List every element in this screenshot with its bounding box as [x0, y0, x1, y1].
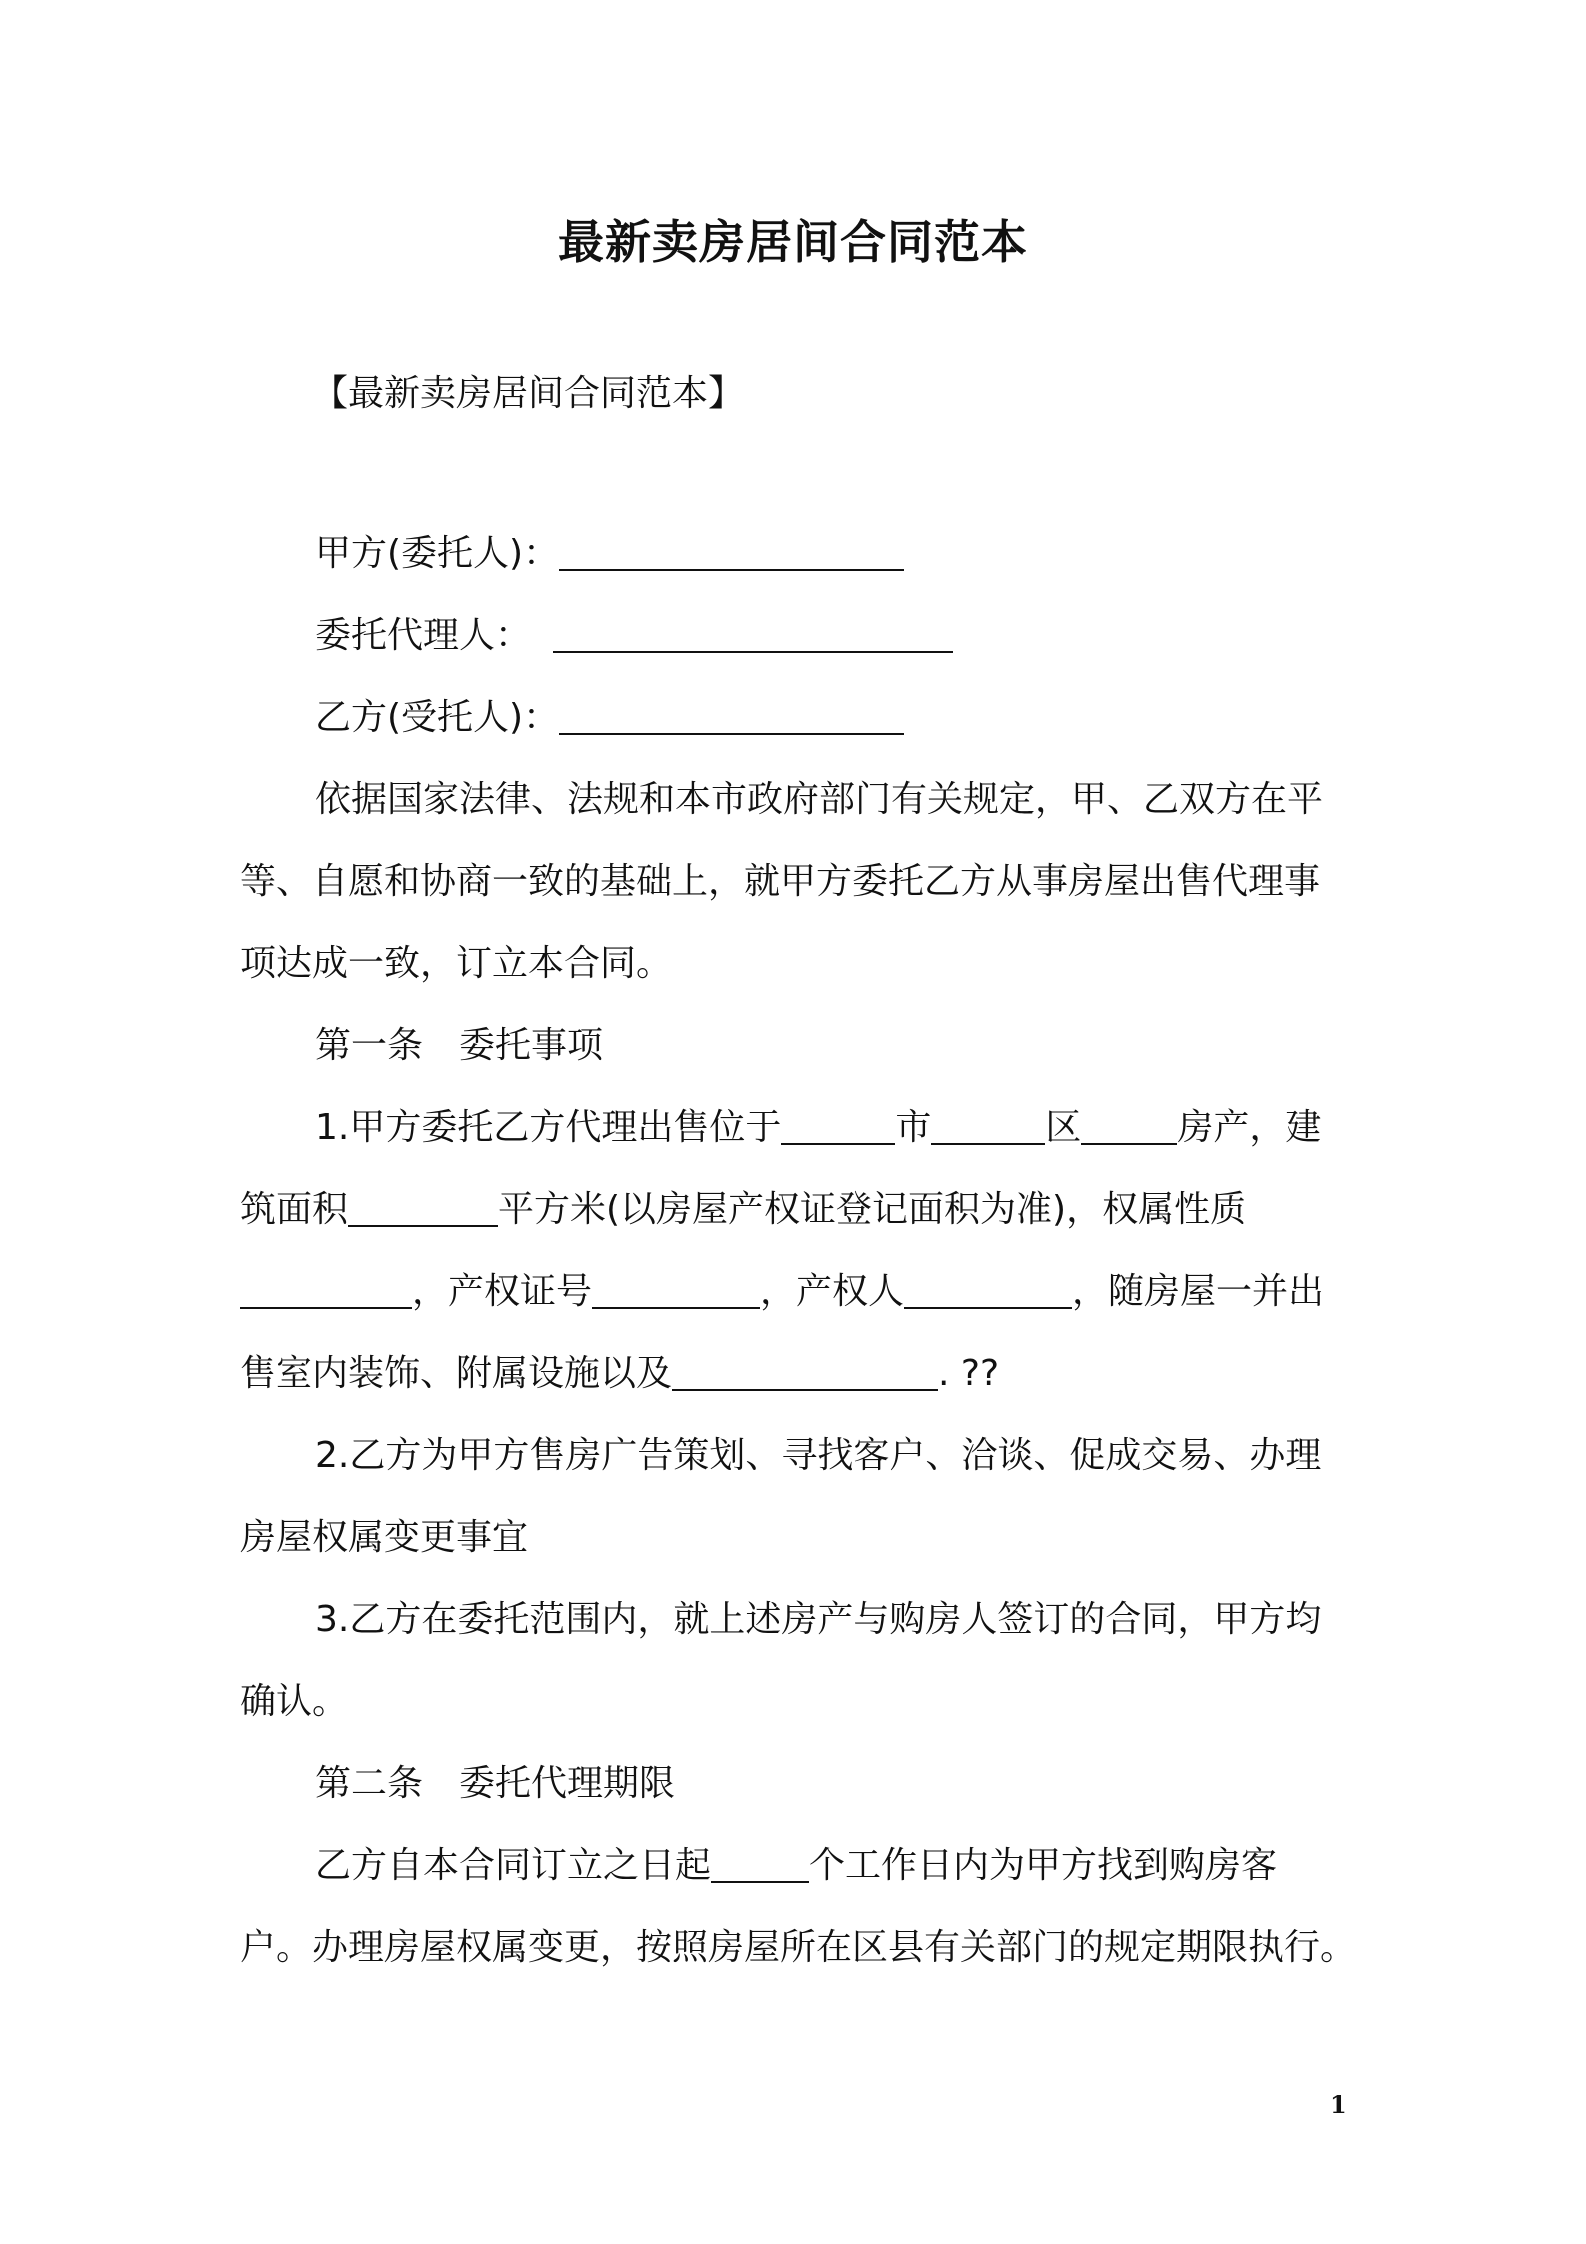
party-b-label: 乙方(受托人)： — [315, 697, 560, 738]
art2-line-2: 户。办理房屋权属变更，按照房屋所在区县有关部门的规定期限执行。 — [240, 1927, 1357, 1968]
party-a-label: 甲方(委托人)： — [315, 533, 560, 574]
art1-item2-line-2: 房屋权属变更事宜 — [240, 1517, 529, 1558]
area-unit-text: 平方米(以房屋产权证登记面积为准)，权属性质 — [498, 1189, 1247, 1230]
property-blank — [1081, 1107, 1177, 1145]
art1-item3-line-1: 3.乙方在委托范围内，就上述房产与购房人签订的合同，甲方均 — [315, 1599, 1322, 1640]
art1-item1-line-3 — [240, 1268, 1360, 1316]
fixtures-end: . ?? — [938, 1353, 1000, 1394]
art2-text-start: 乙方自本合同订立之日起 — [315, 1845, 712, 1886]
intro-line-2: 等、自愿和协商一致的基础上，就甲方委托乙方从事房屋出售代理事 — [240, 861, 1321, 902]
agent-line — [315, 612, 1435, 660]
party-b-blank — [559, 697, 904, 735]
party-a-blank — [559, 533, 904, 571]
party-a-line — [315, 530, 1435, 578]
page-number: 1 — [1330, 2090, 1347, 2119]
party-b-line — [315, 694, 1435, 742]
owner-blank — [904, 1271, 1072, 1309]
fixtures-blank — [672, 1353, 938, 1391]
owner-label: ，产权人 — [760, 1271, 905, 1312]
district-label: 区 — [1045, 1107, 1082, 1148]
agent-blank — [553, 615, 953, 653]
document-subtitle: 【最新卖房居间合同范本】 — [312, 373, 745, 414]
art1-item1-line-1 — [315, 1104, 1435, 1152]
fixtures-text: 售室内装饰、附属设施以及 — [240, 1353, 673, 1394]
article-2-heading: 第二条 委托代理期限 — [315, 1763, 676, 1804]
article-1-heading: 第一条 委托事项 — [315, 1025, 604, 1066]
art1-item1-line-4 — [240, 1350, 1360, 1398]
intro-line-3: 项达成一致，订立本合同。 — [240, 943, 673, 984]
together-text: ，随房屋一并出 — [1072, 1271, 1325, 1312]
art1-item2-line-1: 2.乙方为甲方售房广告策划、寻找客户、洽谈、促成交易、办理 — [315, 1435, 1322, 1476]
agent-label: 委托代理人： — [315, 615, 532, 656]
district-blank — [931, 1107, 1045, 1145]
art1-item1-line-2 — [240, 1186, 1360, 1234]
ownership-nature-blank — [240, 1271, 412, 1309]
document-title: 最新卖房居间合同范本 — [558, 215, 1028, 269]
property-label: 房产，建 — [1177, 1107, 1322, 1148]
art2-line-1 — [315, 1842, 1435, 1890]
area-blank — [348, 1189, 498, 1227]
art1-item3-line-2: 确认。 — [240, 1681, 349, 1722]
certificate-label: ，产权证号 — [412, 1271, 593, 1312]
certificate-blank — [592, 1271, 760, 1309]
city-label: 市 — [895, 1107, 932, 1148]
art2-text-end: 个工作日内为甲方找到购房客 — [809, 1845, 1278, 1886]
intro-line-1: 依据国家法律、法规和本市政府部门有关规定，甲、乙双方在平 — [315, 779, 1324, 820]
workdays-blank — [711, 1845, 809, 1883]
area-label: 筑面积 — [240, 1189, 349, 1230]
art1-item1-text: 1.甲方委托乙方代理出售位于 — [315, 1107, 782, 1148]
city-blank — [781, 1107, 895, 1145]
